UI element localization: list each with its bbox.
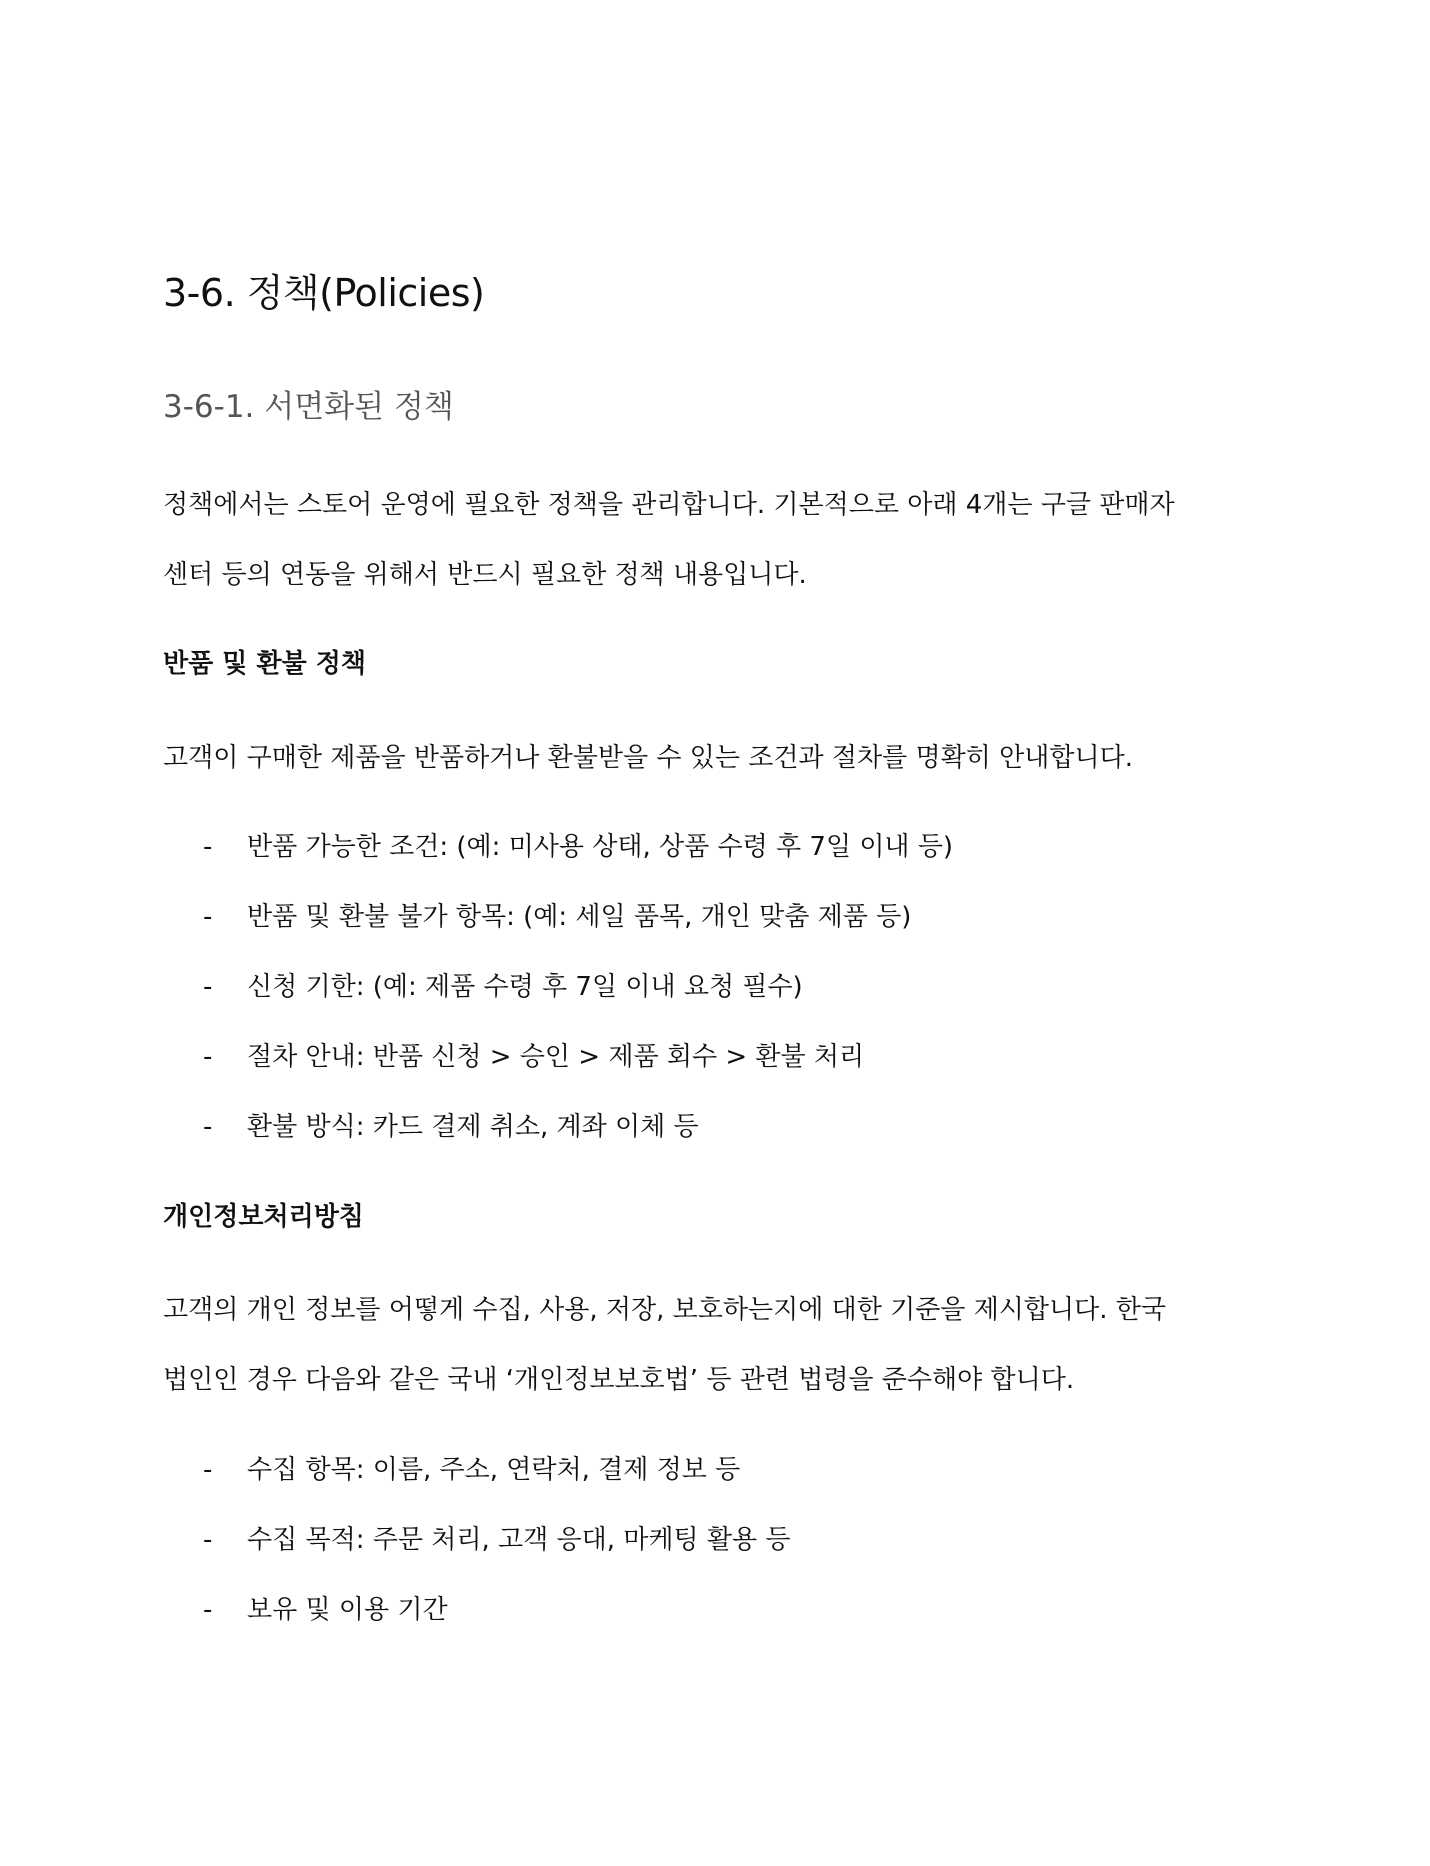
bullet-marker: - (203, 1595, 213, 1625)
section-subtitle: 3-6-1. 서면화된 정책 (163, 389, 454, 425)
list-item-text: 반품 및 환불 불가 항목: (예: 세일 품목, 개인 맞춤 제품 등) (247, 902, 912, 932)
list-item-text: 보유 및 이용 기간 (247, 1595, 448, 1625)
bullet-marker: - (203, 1112, 213, 1142)
list-item (203, 1036, 864, 1073)
privacy-policy-title: 개인정보처리방침 (163, 1202, 364, 1232)
list-item-text: 절차 안내: 반품 신청 > 승인 > 제품 회수 > 환불 처리 (247, 1042, 865, 1072)
list-item (203, 1519, 791, 1556)
intro-paragraph-line-1: 정책에서는 스토어 운영에 필요한 정책을 관리합니다. 기본적으로 아래 4개는 구글 판매자 (163, 490, 1175, 520)
bullet-marker: - (203, 1525, 213, 1555)
list-item-text: 수집 목적: 주문 처리, 고객 응대, 마케팅 활용 등 (247, 1525, 791, 1555)
privacy-description-line-2: 법인인 경우 다음와 같은 국내 ‘개인정보보호법’ 등 관련 법령을 준수해야 합니다. (163, 1365, 1075, 1395)
page-title: 3-6. 정책(Policies) (163, 271, 485, 315)
refund-policy-title: 반품 및 환불 정책 (163, 649, 366, 679)
list-item-text: 반품 가능한 조건: (예: 미사용 상태, 상품 수령 후 7일 이내 등) (247, 832, 954, 862)
privacy-description-line-1: 고객의 개인 정보를 어떻게 수집, 사용, 저장, 보호하는지에 대한 기준을 제시합니다. 한국 (163, 1295, 1167, 1325)
list-item (203, 826, 953, 863)
refund-policy-description: 고객이 구매한 제품을 반품하거나 환불받을 수 있는 조건과 절차를 명확히 안내합니다. (163, 743, 1133, 773)
list-item-text: 신청 기한: (예: 제품 수령 후 7일 이내 요청 필수) (247, 972, 803, 1002)
list-item-text: 수집 항목: 이름, 주소, 연락처, 결제 정보 등 (247, 1455, 741, 1485)
list-item-text: 환불 방식: 카드 결제 취소, 계좌 이체 등 (247, 1112, 699, 1142)
bullet-marker: - (203, 1042, 213, 1072)
bullet-marker: - (203, 1455, 213, 1485)
list-item (203, 896, 911, 933)
list-item (203, 1589, 448, 1626)
bullet-marker: - (203, 972, 213, 1002)
list-item (203, 1106, 699, 1143)
intro-paragraph-line-2: 센터 등의 연동을 위해서 반드시 필요한 정책 내용입니다. (163, 560, 807, 590)
bullet-marker: - (203, 902, 213, 932)
bullet-marker: - (203, 832, 213, 862)
list-item (203, 966, 803, 1003)
list-item (203, 1449, 740, 1486)
